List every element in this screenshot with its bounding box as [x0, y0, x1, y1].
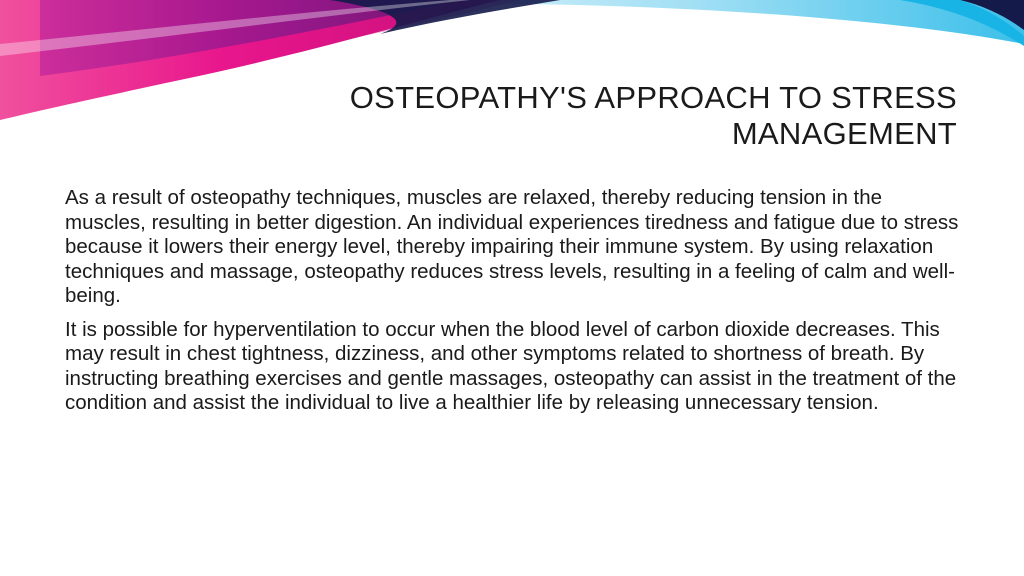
slide-title: OSTEOPATHY'S APPROACH TO STRESS MANAGEMENT	[349, 80, 957, 151]
paragraph-2: It is possible for hyperventilation to occur when the blood level of carbon dioxide decreases. This may result in chest tightness, dizziness, and other symptoms related to shortness of breath. By instructing breathing exercises and gentle massages, osteopathy can assist in the treatment of the condition and assist the individual to live a healthier life by releasing unnecessary tension.	[65, 317, 957, 414]
paragraph-1: As a result of osteopathy techniques, muscles are relaxed, thereby reducing tension in the muscles, resulting in better digestion. An individual experiences tiredness and fatigue due to stress because it lowers their energy level, thereby impairing their immune system. By using relaxation techniques and massage, osteopathy reduces stress levels, resulting in a feeling of calm and well-being.	[65, 186, 959, 307]
slide-body	[65, 186, 965, 425]
